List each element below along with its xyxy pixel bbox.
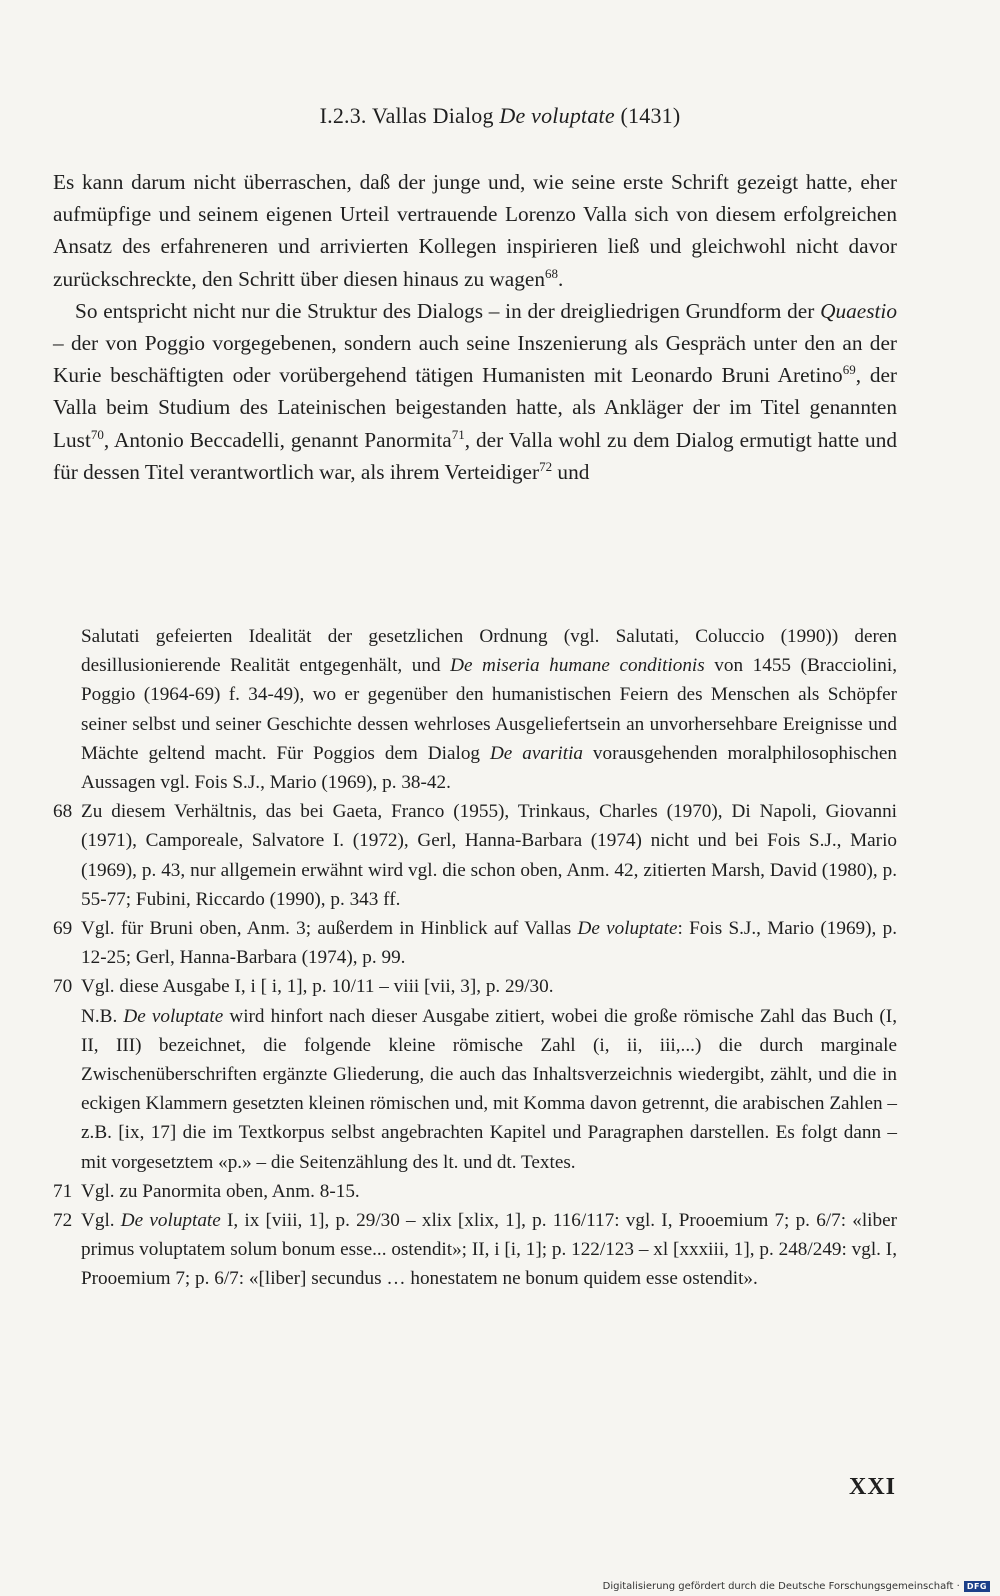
footnote-continuation-text-c: vorausgehenden moralphilosophischen Aussagen vgl. Fois S.J., Mario (1969), p. 38-42. xyxy=(81,742,897,794)
footnote-69 xyxy=(53,914,897,972)
footnote-text: Vgl. zu Panormita oben, Anm. 8-15. xyxy=(81,1180,360,1202)
footnote-70-nb xyxy=(81,1002,897,1177)
paragraph-2-text-d: , Antonio Beccadelli, genannt Panormita xyxy=(103,427,452,452)
footnote-continuation-text-a: Salutati gefeierten Idealität der gesetzlichen Ordnung (vgl. Salutati, Coluccio (1990)) deren desillusionierende Realität entgegenhält, und xyxy=(81,626,897,677)
footnote-text xyxy=(81,1206,897,1294)
page-number: XXI xyxy=(848,1474,896,1500)
paragraph-2-text-e: , der Valla wohl zu dem Dialog ermutigt hatte und für dessen Titel verantwortlich war, als ihrem Verteidiger xyxy=(53,427,897,484)
footnote-number: 69 xyxy=(53,918,73,940)
footnote-68 xyxy=(53,797,897,914)
heading-italic-title: De voluptate xyxy=(499,103,615,128)
paragraph-2-text-a: So entspricht nicht nur die Struktur des Dialogs – in der dreigliedrigen Grundform der xyxy=(75,298,821,323)
footer-text: Digitalisierung gefördert durch die Deutsche Forschungsgemeinschaft · xyxy=(602,1581,960,1592)
footnote-continuation xyxy=(53,622,897,797)
paragraph-2-italic: Quaestio xyxy=(820,298,897,323)
paragraph-2 xyxy=(53,295,897,488)
footnote-70-nb-prefix: N.B. xyxy=(81,1005,124,1027)
footnote-continuation-italic-1: De miseria humane conditionis xyxy=(450,655,705,677)
paragraph-1 xyxy=(53,166,897,295)
footnote-72-text-b: I, ix [viii, 1], p. 29/30 – xlix [xlix, 1], p. 116/117: vgl. I, Prooemium 7; p. 6/7: «liber primus voluptatem solum bonum esse... ostendit»; II, i [i, 1]; p. 122/123 – xl [xxxiii, 1], p. 248/249: vgl. I, Prooemium 7; p. 6/7: «[liber] secundus … honestatem ne bonum quidem esse ostendit». xyxy=(81,1210,898,1290)
paragraph-1-end: . xyxy=(558,266,564,291)
heading-suffix: (1431) xyxy=(614,103,681,128)
digitization-footer xyxy=(603,1581,990,1592)
footnote-69-text-a: Vgl. für Bruni oben, Anm. 3; außerdem in Hinblick auf Vallas xyxy=(81,918,578,940)
footnote-70-italic: De voluptate xyxy=(123,1005,224,1027)
footnote-72 xyxy=(53,1206,897,1294)
footnote-ref-69: 69 xyxy=(842,362,856,378)
footnote-number: 71 xyxy=(53,1180,73,1202)
footnote-ref-72: 72 xyxy=(539,458,553,474)
footnote-70 xyxy=(53,972,897,1176)
footnote-70-line-a: Vgl. diese Ausgabe I, i [ i, 1], p. 10/11 – viii [vii, 3], p. 29/30. xyxy=(81,976,554,998)
dfg-logo-icon: DFG xyxy=(964,1581,990,1592)
footnote-number: 72 xyxy=(53,1210,73,1232)
footnote-text: Zu diesem Verhältnis, das bei Gaeta, Franco (1955), Trinkaus, Charles (1970), Di Napoli, Giovanni (1971), Camporeale, Salvatore I. (1972), Gerl, Hanna-Barbara (1974) nicht und bei Fois S.J., Mario (1969), p. 43, nur allgemein erwähnt wird vgl. die schon oben, Anm. 42, zitierten Marsh, David (1980), p. 55-77; Fubini, Riccardo (1990), p. 343 ff. xyxy=(81,801,897,910)
footnote-69-text-b: : Fois S.J., Mario (1969), p. 12-25; Gerl, Hanna-Barbara (1974), p. 99. xyxy=(81,918,897,969)
footnote-ref-68: 68 xyxy=(545,265,559,281)
footnote-72-text-a: Vgl. xyxy=(81,1210,121,1232)
footnote-continuation-italic-2: De avaritia xyxy=(489,742,583,764)
footnote-number: 68 xyxy=(53,801,73,823)
footnote-70-nb-text: wird hinfort nach dieser Ausgabe zitiert, wobei die große römische Zahl das Buch (I, II, III) bezeichnet, die folgende kleine römische Zahl (i, ii, iii,...) die durch marginale Zwischenüberschriften ergänzte Gliederung, die auch das Inhaltsverzeichnis wiedergibt, zählt, und die in eckigen Klammern gesetzten kleinen römischen und, mit Komma davon getrennt, die arabischen Zahlen – z.B. [ix, 17] die im Textkorpus selbst angebrachten Kapitel und Paragraphen darstellen. Es folgt dann – mit vorgesetztem «p.» – die Seitenzählung des lt. und dt. Textes. xyxy=(81,1005,897,1173)
paragraph-2-text-f: und xyxy=(552,459,590,484)
main-text xyxy=(53,166,897,488)
footnote-text xyxy=(81,972,897,1176)
section-heading xyxy=(0,103,1000,129)
footnotes xyxy=(53,622,897,1294)
footnote-71 xyxy=(53,1177,897,1206)
footnote-69-italic: De voluptate xyxy=(577,918,678,940)
footnote-text xyxy=(81,914,897,972)
paragraph-1-text: Es kann darum nicht überraschen, daß der junge und, wie seine erste Schrift gezeigt hatte, eher aufmüpfige und seinem eigenen Urteil vertrauende Lorenzo Valla sich von diesem erfolgreichen Ansatz des erfahreneren und arrivierten Kollegen inspirieren ließ und gleichwohl nicht davor zurückschreckte, den Schritt über diesen hinaus zu wagen xyxy=(53,170,897,291)
paragraph-2-text-b: – der von Poggio vorgegebenen, sondern auch seine Inszenierung als Gespräch unter den an der Kurie beschäftigten oder vorübergehend tätigen Humanisten mit Leonardo Bruni Aretino xyxy=(53,331,897,388)
heading-prefix: I.2.3. Vallas Dialog xyxy=(319,103,500,128)
footnote-72-italic: De voluptate xyxy=(120,1210,221,1232)
footnote-ref-71: 71 xyxy=(451,426,465,442)
footnote-continuation-text-b: von 1455 (Bracciolini, Poggio (1964-69) f. 34-49), wo er gegenüber den humanistischen Feiern des Menschen als Schöpfer seiner selbst und seiner Geschichte dessen wehrloses Ausgeliefertsein an unvorhersehbare Ereignisse und Mächte geltend macht. Für Poggios dem Dialog xyxy=(81,655,897,764)
paragraph-2-text-c: , der Valla beim Studium des Lateinischen beigestanden hatte, als Ankläger der im Titel genannten Lust xyxy=(53,363,898,452)
footnote-ref-70: 70 xyxy=(90,426,104,442)
footnote-number: 70 xyxy=(53,976,73,998)
